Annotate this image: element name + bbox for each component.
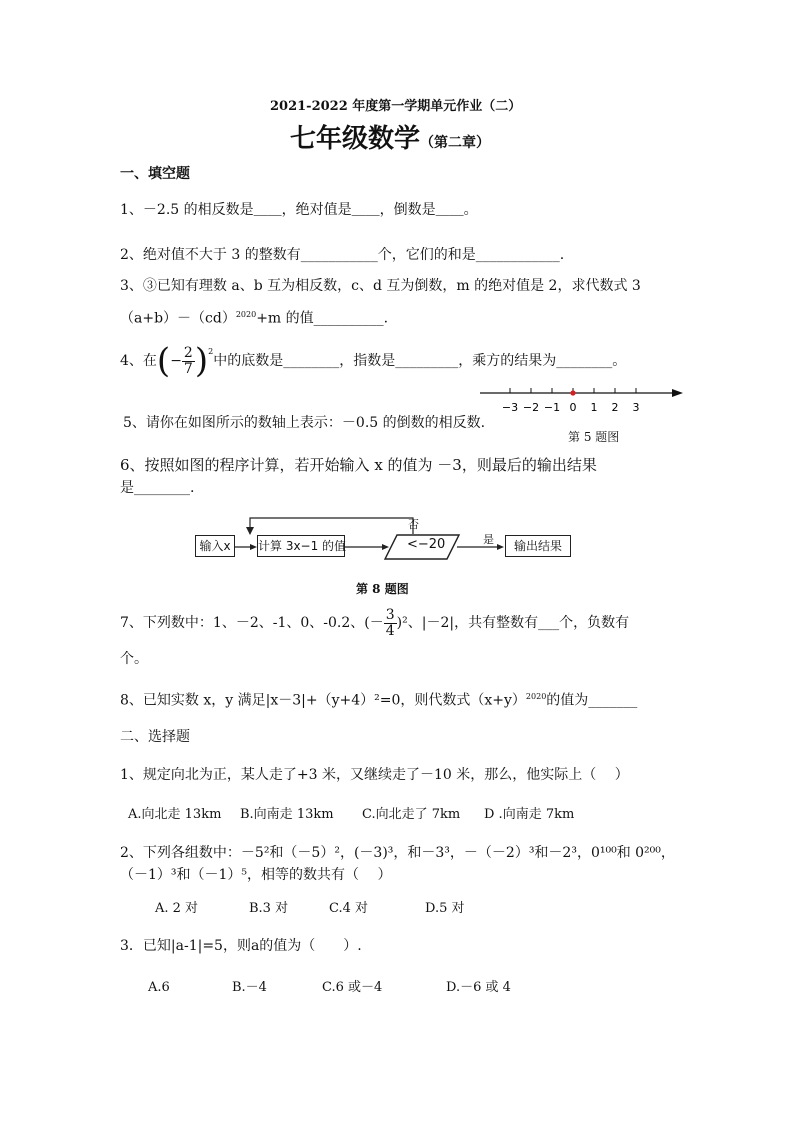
flowchart-no-label: 否 [408,518,419,531]
q4-prefix: 4、在 [120,353,157,369]
question-1-6-line2: 是________. [120,480,195,496]
q8-exponent: 2020 [525,692,547,701]
question-1-1: 1、－2.5 的相反数是＿＿，绝对值是＿＿，倒数是＿＿。 [120,202,478,218]
flowchart-condition: <−20 [407,537,446,552]
q7-part1: 7、下列数中：1、－2、-1、0、-0.2、(－ [120,615,384,632]
subtitle: 2021-2022 年度第一学期单元作业（二） [270,99,522,114]
q7-fraction [384,608,397,638]
q4-fraction-denominator: 7 [183,360,193,377]
number-line-tick-label: 1 [590,401,598,414]
question-1-7 [120,608,629,638]
q3-expression-part2: +m 的值__________. [256,310,389,327]
q4-suffix: 中的底数是________，指数是_________，乘方的结果为________。 [213,353,627,369]
question-1-7-line2: 个。 [120,651,148,667]
q4-exponent: 2 [208,347,214,356]
number-line-tick-label: −1 [543,401,561,414]
section-heading-choice: 二、选择题 [120,729,190,745]
question-1-4 [120,341,626,381]
option-c: C.4 对 [329,901,369,916]
number-line-tick-label: 2 [611,401,619,414]
q7-fraction-denominator: 4 [385,622,395,639]
option-a: A.向北走 13km [128,807,222,822]
right-paren: ) [194,341,209,381]
question-1-3-line2 [120,306,388,328]
option-a: A. 2 对 [155,901,199,916]
left-paren: ( [156,341,171,381]
q3-exponent: 2020 [235,310,257,319]
flowchart-compute-box: 计算 3x−1 的值 [257,535,345,557]
option-b: B.3 对 [249,901,289,916]
option-b: B.向南走 13km [240,807,334,822]
q4-fraction-numerator: 2 [183,344,193,361]
option-b: B.－4 [232,980,267,995]
question-2-3-options [148,979,511,997]
number-line-marker [570,390,575,395]
option-d: D.－6 或 4 [446,980,511,995]
number-line [475,383,690,415]
q8-part2: 的值为_______ [546,692,638,709]
flowchart-caption: 第 8 题图 [356,582,409,596]
number-line-caption: 第 5 题图 [568,430,620,444]
number-line-tick-label: 3 [632,401,640,414]
number-line-tick-label: −3 [501,401,519,414]
q7-part2: )²、|－2|，共有整数有___个，负数有 [396,615,630,632]
page-title [290,122,490,156]
question-1-6-line1: 6、按照如图的程序计算，若开始输入 x 的值为 －3，则最后的输出结果 [120,456,597,474]
title-sub: （第二章） [420,135,491,151]
q7-fraction-numerator: 3 [385,607,395,623]
q4-fraction [182,346,195,376]
number-line-tick-label: −2 [522,401,540,414]
flowchart-output-box: 输出结果 [505,535,571,557]
question-2-2-line1: 2、下列各组数中：－5²和（－5）²，(－3)³，和－3³，－（－2）³和－2³，0¹⁰⁰和 0²⁰⁰， [120,845,675,861]
question-2-2-line2: （－1）³和（－1）⁵，相等的数共有（ ） [120,867,392,883]
flowchart-input-box: 输入x [195,535,235,557]
q4-minus-sign: − [170,353,182,369]
number-line-tick-label: 0 [569,401,577,414]
question-1-2: 2、绝对值不大于 3 的整数有___________个，它们的和是____________. [120,247,565,263]
option-c: C.向北走了 7km [362,807,461,822]
flowchart [195,514,580,564]
title-main: 七年级数学 [290,124,421,154]
question-2-3: 3．已知|a-1|=5，则a的值为（ ）. [120,938,362,954]
arrow-right-icon [672,389,683,397]
option-c: C.6 或－4 [322,980,383,995]
flowchart-yes-label: 是 [483,533,494,546]
section-heading-fill-in: 一、填空题 [120,166,190,182]
q8-part1: 8、已知实数 x，y 满足|x－3|+（y+4）²=0，则代数式（x+y） [120,692,526,709]
option-a: A.6 [148,980,170,995]
question-1-3-line1: 3、③已知有理数 a、b 互为相反数，c、d 互为倒数，m 的绝对值是 2，求代数式 3 [120,278,641,294]
question-2-1: 1、规定向北为正，某人走了+3 米，又继续走了－10 米，那么，他实际上（ ） [120,767,629,783]
q3-expression-part1: （a+b）－（cd） [120,310,236,327]
question-2-2-options [155,900,465,918]
option-d: D .向南走 7km [484,807,575,822]
question-1-5: 5、请你在如图所示的数轴上表示：－0.5 的倒数的相反数. [123,415,486,431]
question-2-1-options [128,806,574,824]
option-d: D.5 对 [425,901,465,916]
question-1-8 [120,688,637,710]
